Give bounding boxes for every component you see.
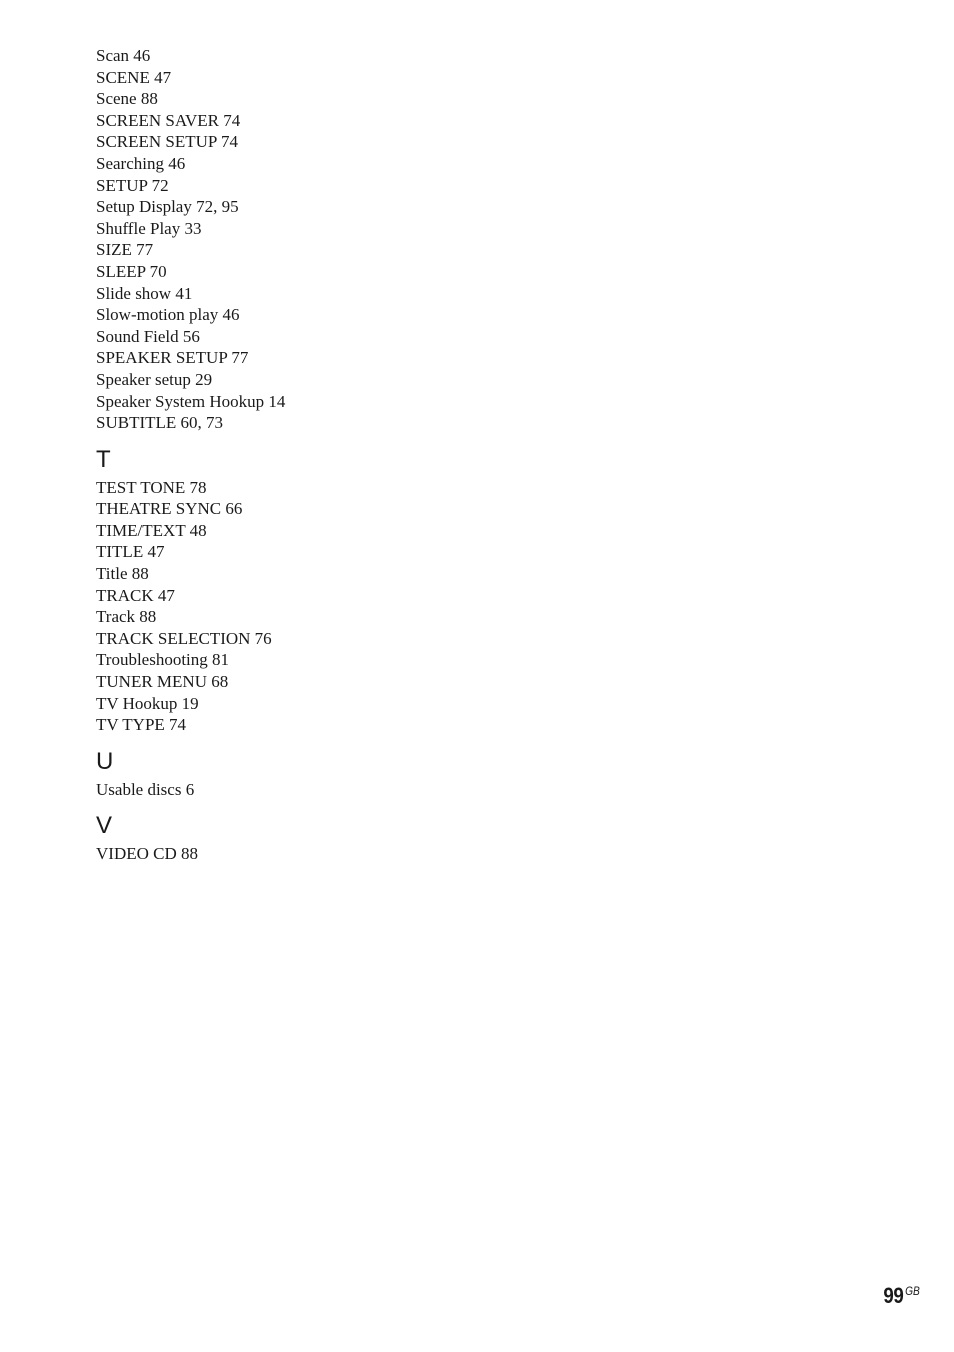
index-entry: TEST TONE 78 (96, 477, 207, 497)
index-entry: Title 88 (96, 564, 149, 584)
index-entry: Shuffle Play 33 (96, 218, 202, 238)
index-entry: Slide show 41 (96, 283, 193, 303)
index-entry: Searching 46 (96, 153, 186, 173)
index-entry: TITLE 47 (96, 542, 165, 562)
index-entry: Scan 46 (96, 46, 151, 65)
page-number-suffix: GB (905, 1284, 920, 1298)
index-section-u (96, 748, 496, 801)
index-entry: TV Hookup 19 (96, 693, 199, 713)
index-entry: TRACK 47 (96, 585, 175, 605)
index-entry: SLEEP 70 (96, 261, 167, 281)
index-entry: TIME/TEXT 48 (96, 520, 207, 540)
index-entry: Sound Field 56 (96, 326, 200, 346)
index-entry: SCREEN SETUP 74 (96, 132, 239, 152)
section-letter-heading: U (96, 747, 114, 775)
index-entry: Speaker setup 29 (96, 369, 213, 389)
index-column (96, 45, 496, 865)
index-entry: Speaker System Hookup 14 (96, 391, 286, 411)
section-letter-heading: T (96, 445, 111, 473)
page-number-value: 99 (883, 1283, 904, 1308)
section-letter-heading: V (96, 812, 113, 840)
index-entry: Scene 88 (96, 89, 158, 109)
index-entry: VIDEO CD 88 (96, 844, 198, 864)
page-number (884, 1283, 920, 1309)
index-entry: TV TYPE 74 (96, 715, 187, 735)
index-entry: SCENE 47 (96, 67, 172, 87)
index-section-v (96, 812, 496, 865)
index-entry: Usable discs 6 (96, 779, 195, 799)
index-entry: TRACK SELECTION 76 (96, 628, 272, 648)
index-entry: Setup Display 72, 95 (96, 197, 239, 217)
index-section-s (96, 45, 496, 434)
index-section-t (96, 446, 496, 736)
index-entry: SCREEN SAVER 74 (96, 110, 241, 130)
index-entry: THEATRE SYNC 66 (96, 499, 243, 519)
index-entry: SUBTITLE 60, 73 (96, 413, 224, 433)
index-entry: SETUP 72 (96, 175, 169, 195)
index-entry: Slow-motion play 46 (96, 305, 240, 325)
index-entry: Track 88 (96, 607, 157, 627)
index-entry: SIZE 77 (96, 240, 154, 260)
index-entry: SPEAKER SETUP 77 (96, 348, 249, 368)
index-entry: Troubleshooting 81 (96, 650, 230, 670)
index-entry: TUNER MENU 68 (96, 672, 229, 692)
